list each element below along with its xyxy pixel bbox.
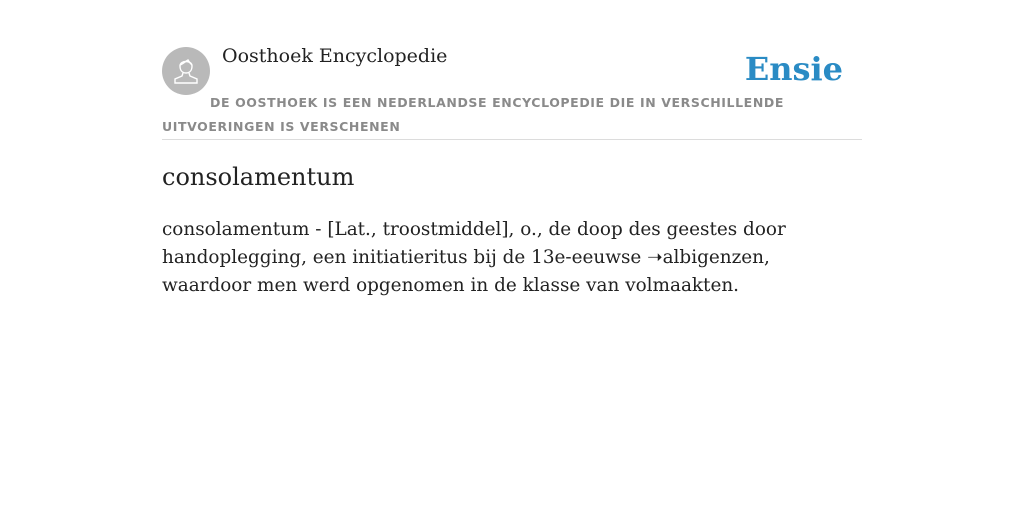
cross-reference-label: albigenzen xyxy=(662,247,764,268)
source-description: DE OOSTHOEK IS EEN NEDERLANDSE ENCYCLOPEDIE DIE IN VERSCHILLENDE UITVOERINGEN IS VERSCHENEN xyxy=(162,95,784,134)
source-name[interactable]: Oosthoek Encyclopedie xyxy=(222,45,448,67)
entry-text-before-link: consolamentum - [Lat., troostmiddel], o., de doop des geestes door handoplegging, een initiatieritus bij de 13e-eeuwse xyxy=(162,219,786,268)
brand-logo[interactable]: Ensie xyxy=(744,50,843,88)
avatar[interactable] xyxy=(162,47,210,95)
entry-body xyxy=(162,216,862,300)
entry-title: consolamentum xyxy=(162,163,355,191)
source-header xyxy=(162,0,862,140)
user-icon xyxy=(172,56,200,86)
arrow-icon: ➝ xyxy=(647,247,663,268)
cross-reference-link[interactable] xyxy=(647,247,764,268)
entry-text-after-link: , waardoor men werd opgenomen in de klasse van volmaakten. xyxy=(162,247,770,296)
page-container xyxy=(162,0,862,296)
